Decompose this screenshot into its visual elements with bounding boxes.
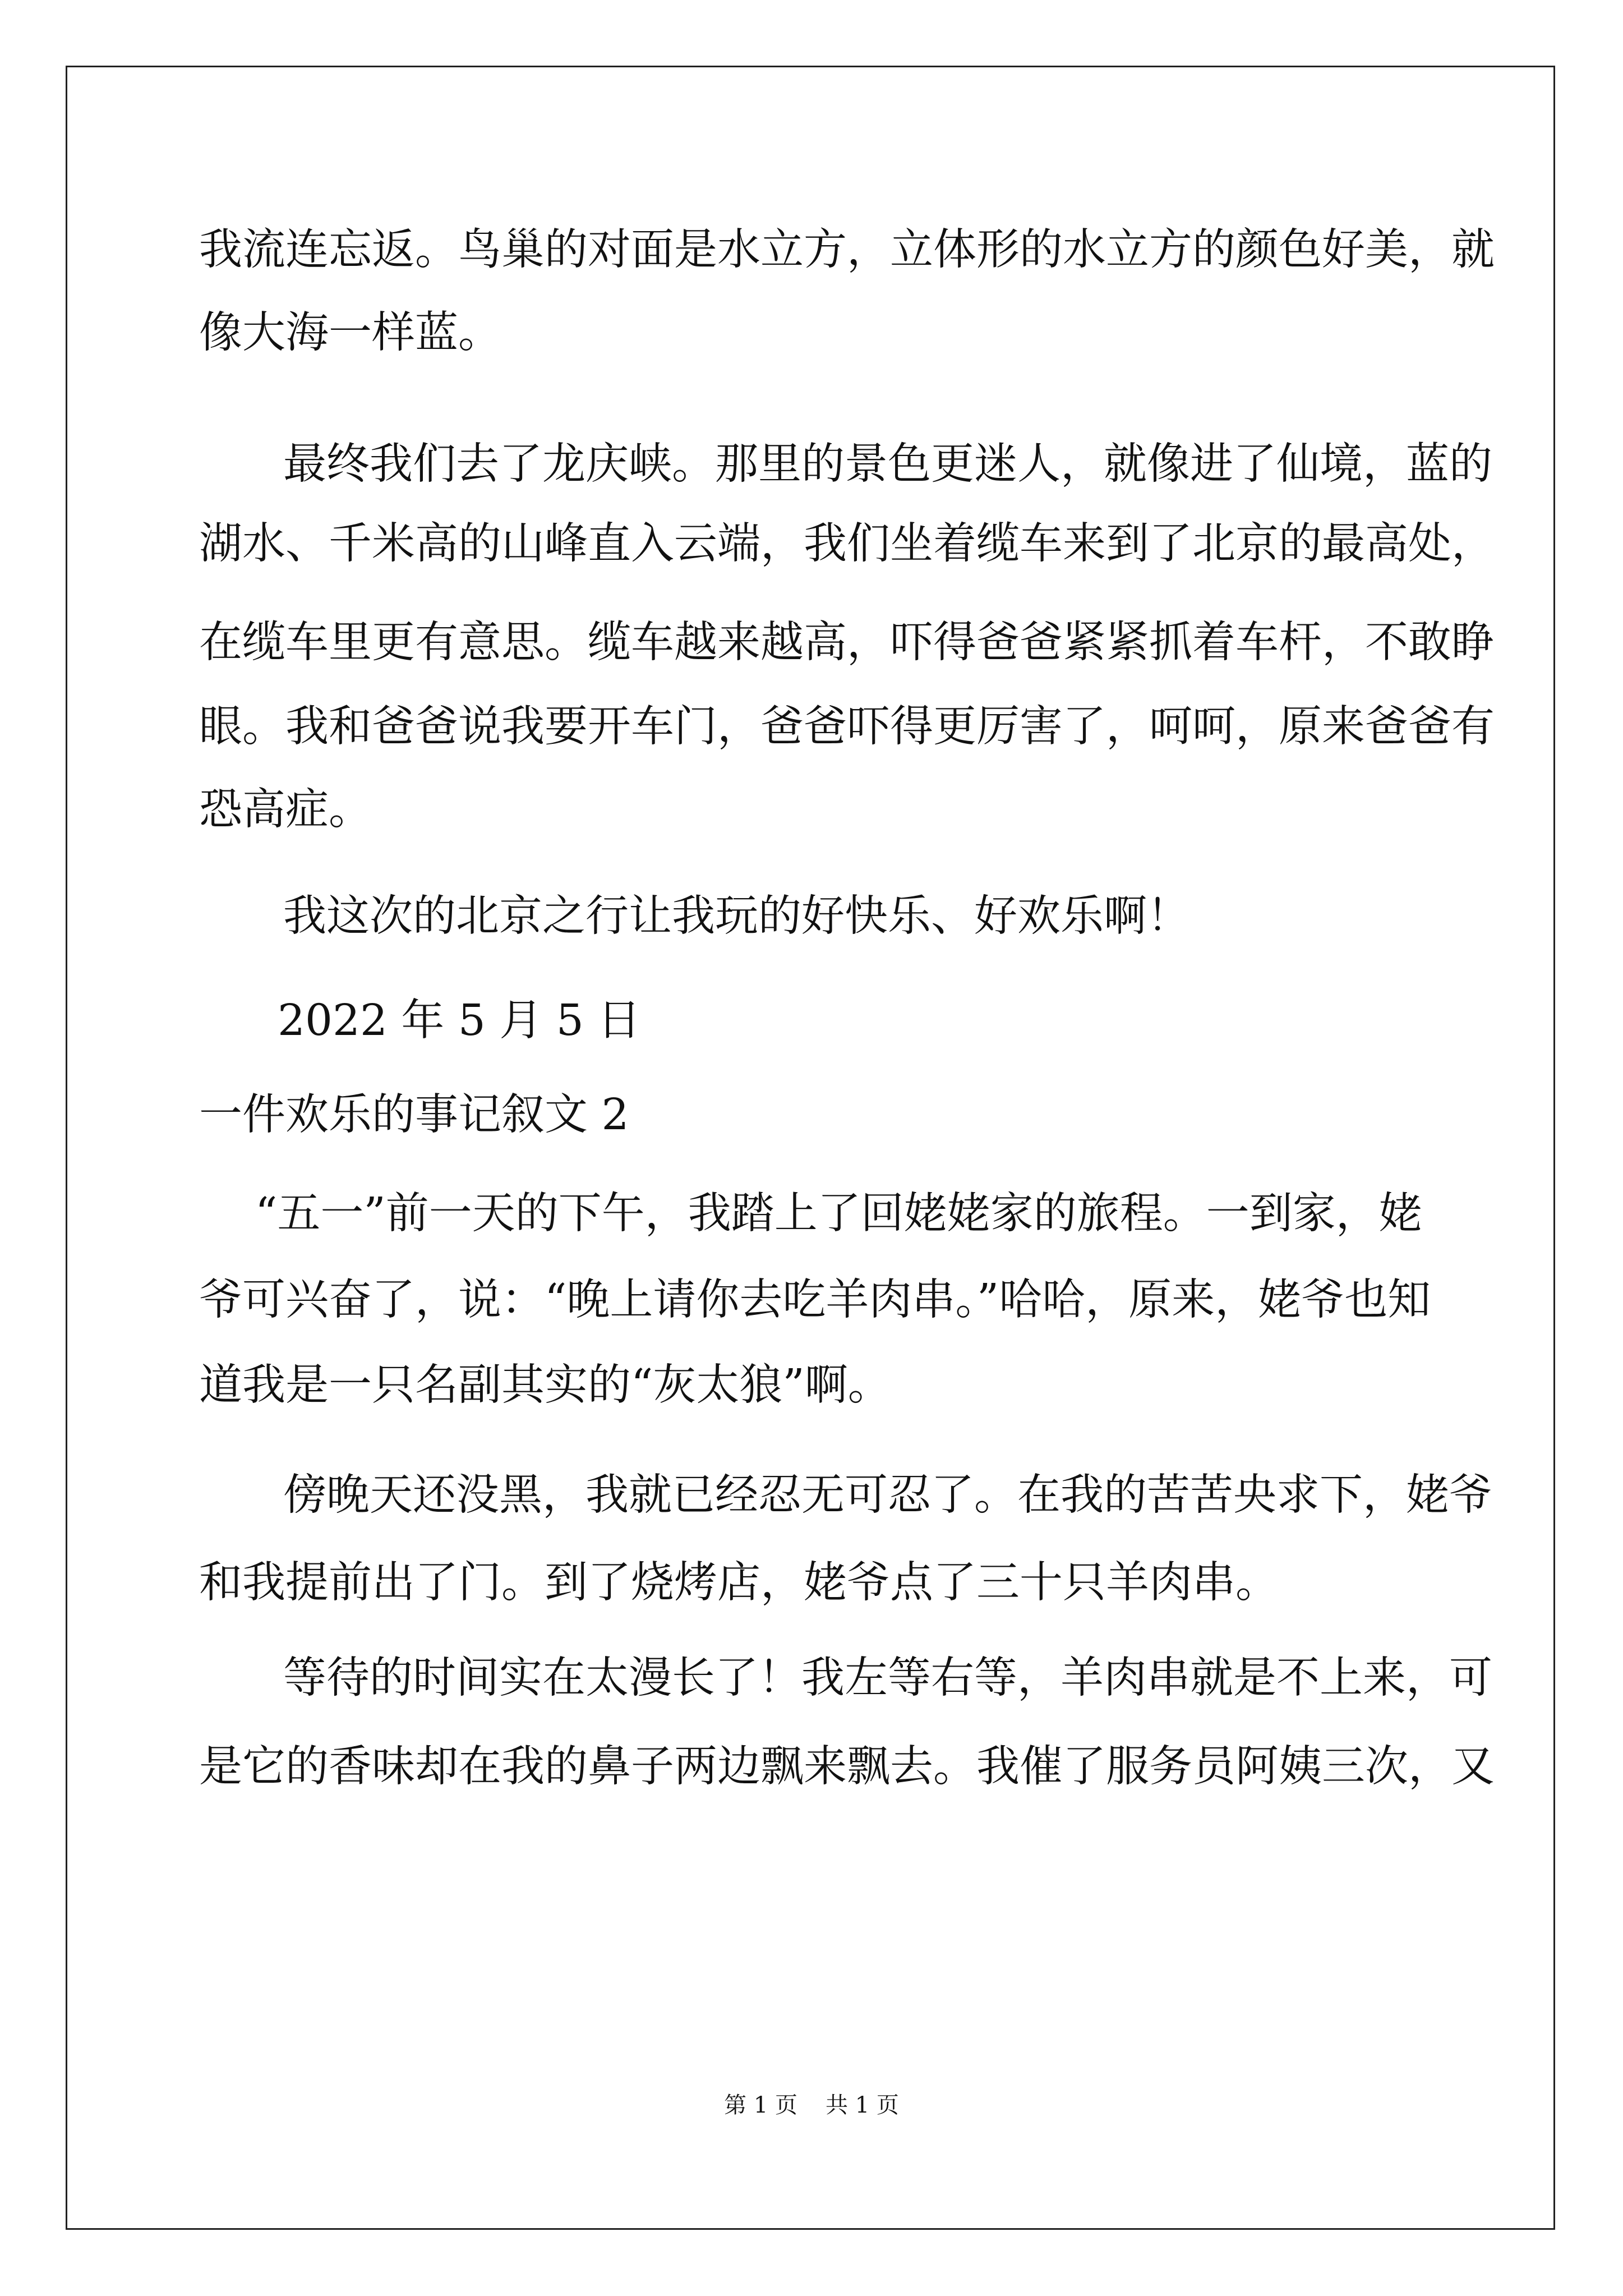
text-line: 傍晚天还没黑，我就已经忍无可忍了。在我的苦苦央求下，姥爷 (283, 1470, 1492, 1520)
text-line: 等待的时间实在太漫长了！我左等右等，羊肉串就是不上来，可 (283, 1653, 1492, 1703)
page-footer (0, 2091, 1623, 2119)
text-line: 眼。我和爸爸说我要开车门，爸爸吓得更厉害了，呵呵，原来爸爸有 (199, 702, 1495, 752)
text-line: 道我是一只名副其实的“灰太狼”啊。 (199, 1360, 891, 1410)
text-line: “五一”前一天的下午，我踏上了回姥姥家的旅程。一到家，姥 (255, 1189, 1422, 1239)
page-number: 第 1 页 (724, 2092, 797, 2118)
text-line: 恐高症。 (199, 785, 372, 835)
text-line: 湖水、千米高的山峰直入云端，我们坐着缆车来到了北京的最高处， (199, 519, 1495, 569)
text-line: 我这次的北京之行让我玩的好快乐、好欢乐啊！ (283, 891, 1190, 941)
text-line: 我流连忘返。鸟巢的对面是水立方，立体形的水立方的颜色好美，就 (199, 225, 1495, 275)
text-line: 爷可兴奋了，说：“晚上请你去吃羊肉串。”哈哈，原来，姥爷也知 (199, 1275, 1431, 1325)
date-line: 2022 年 5 月 5 日 (278, 996, 641, 1046)
text-line: 最终我们去了龙庆峡。那里的景色更迷人，就像进了仙境，蓝的 (283, 439, 1492, 489)
page-frame (66, 66, 1555, 2230)
section-heading: 一件欢乐的事记叙文 2 (199, 1090, 629, 1140)
text-line: 在缆车里更有意思。缆车越来越高，吓得爸爸紧紧抓着车杆，不敢睁 (199, 618, 1495, 668)
page-total: 共 1 页 (826, 2092, 899, 2118)
text-line: 是它的香味却在我的鼻子两边飘来飘去。我催了服务员阿姨三次，又 (199, 1742, 1495, 1792)
text-line: 和我提前出了门。到了烧烤店，姥爷点了三十只羊肉串。 (199, 1558, 1279, 1608)
text-line: 像大海一样蓝。 (199, 308, 501, 358)
